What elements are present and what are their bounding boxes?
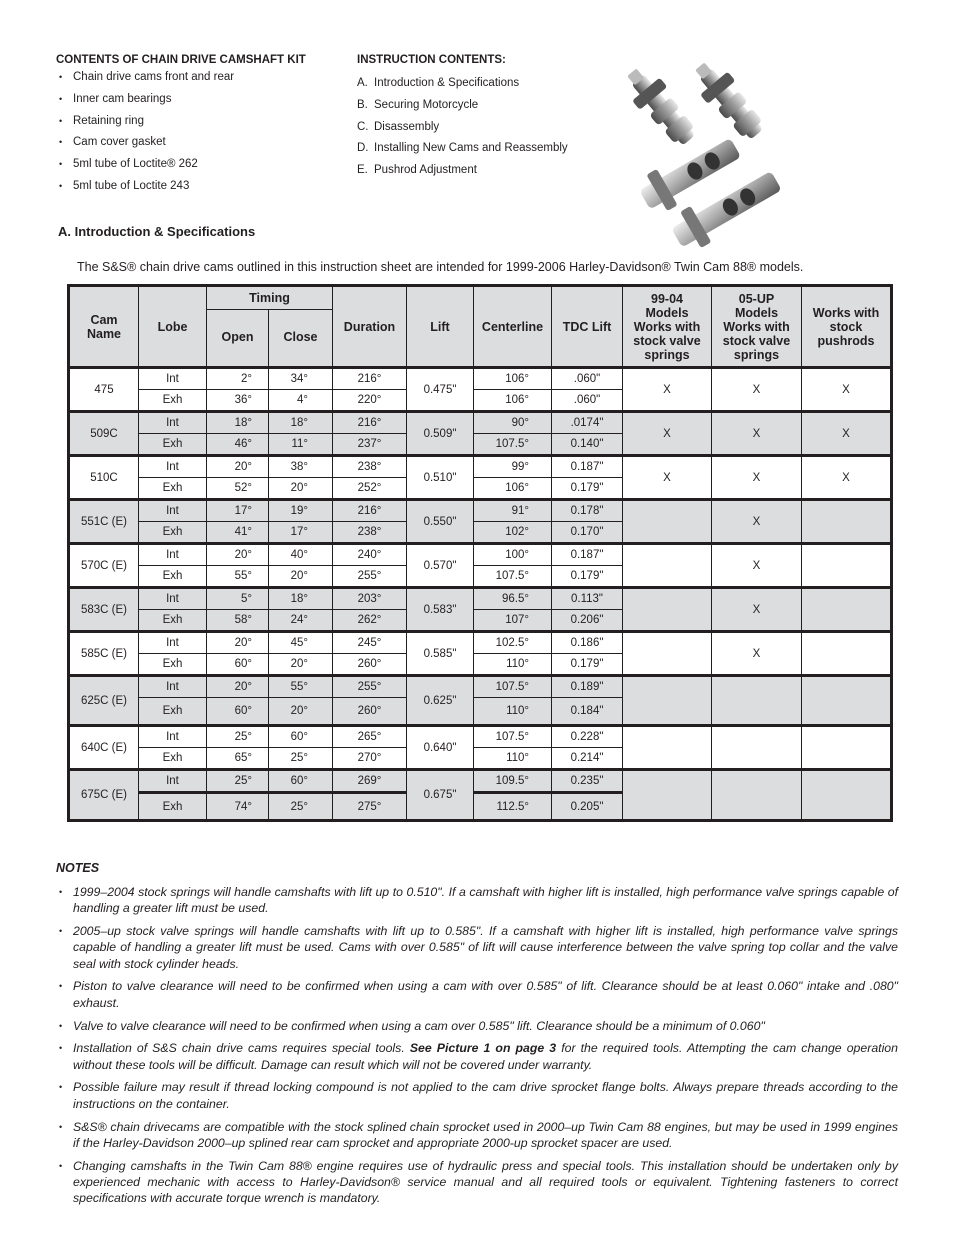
cam-name-cell: 675C (E) <box>69 770 139 821</box>
tdc-lift-cell: 0.235" <box>552 770 623 793</box>
lobe-cell: Int <box>139 632 207 654</box>
compat-99-04-cell: X <box>623 412 712 456</box>
kit-item-label: Cam cover gasket <box>73 136 166 149</box>
lift-cell: 0.509" <box>407 412 474 456</box>
duration-cell: 240° <box>333 544 407 566</box>
note-text: Changing camshafts in the Twin Cam 88® engine requires use of hydraulic press and special tools. This installation should be undertaken only by experienced mechanic with access to Harley-Davidson® service manual and all required tools or equivalent. Tightening fasteners to correct specifications with accurate torque wrench is mandatory. <box>73 1158 898 1206</box>
lift-cell: 0.510" <box>407 456 474 500</box>
open-cell: 5° <box>207 588 269 610</box>
close-cell: 20° <box>269 698 333 726</box>
open-cell: 60° <box>207 654 269 676</box>
duration-cell: 255° <box>333 566 407 588</box>
centerline-cell: 107.5° <box>474 726 552 748</box>
tdc-lift-cell: 0.187" <box>552 456 623 478</box>
table-row <box>69 770 892 793</box>
cam-name-cell: 585C (E) <box>69 632 139 676</box>
duration-cell: 216° <box>333 412 407 434</box>
lift-cell: 0.585" <box>407 632 474 676</box>
tdc-lift-cell: 0.184" <box>552 698 623 726</box>
toc-letter: A. <box>357 77 368 89</box>
centerline-cell: 99° <box>474 456 552 478</box>
compat-pushrods-cell <box>802 544 892 588</box>
tdc-lift-cell: 0.178" <box>552 500 623 522</box>
compat-pushrods-cell <box>802 726 892 770</box>
toc-item <box>357 141 568 163</box>
close-cell: 17° <box>269 522 333 544</box>
table-row <box>69 368 892 390</box>
bullet-icon: • <box>59 115 63 126</box>
toc-item <box>357 163 568 185</box>
note-item <box>56 1119 898 1152</box>
header-stock-pushrods: Works with stock pushrods <box>802 286 892 368</box>
lift-cell: 0.675" <box>407 770 474 821</box>
cam-name-cell: 510C <box>69 456 139 500</box>
header-duration: Duration <box>333 286 407 368</box>
compat-05-up-cell: X <box>712 368 802 412</box>
compat-pushrods-cell <box>802 676 892 726</box>
lobe-cell: Exh <box>139 478 207 500</box>
compat-05-up-cell: X <box>712 588 802 632</box>
duration-cell: 238° <box>333 522 407 544</box>
close-cell: 55° <box>269 676 333 698</box>
open-cell: 2° <box>207 368 269 390</box>
note-text: 1999–2004 stock springs will handle camshafts with lift up to 0.510". If a camshaft with higher lift is installed, high performance valve springs capable of handling a greater lift must be used. <box>73 885 898 916</box>
close-cell: 20° <box>269 654 333 676</box>
centerline-cell: 102.5° <box>474 632 552 654</box>
lift-cell: 0.570" <box>407 544 474 588</box>
tdc-lift-cell: 0.179" <box>552 566 623 588</box>
duration-cell: 216° <box>333 500 407 522</box>
lobe-cell: Int <box>139 368 207 390</box>
centerline-cell: 110° <box>474 748 552 770</box>
open-cell: 36° <box>207 390 269 412</box>
table-row <box>69 588 892 610</box>
compat-pushrods-cell: X <box>802 412 892 456</box>
centerline-cell: 96.5° <box>474 588 552 610</box>
toc-letter: C. <box>357 120 369 133</box>
lift-cell: 0.583" <box>407 588 474 632</box>
lobe-cell: Exh <box>139 434 207 456</box>
note-item <box>56 1079 898 1112</box>
duration-cell: 237° <box>333 434 407 456</box>
note-item <box>56 1158 898 1207</box>
toc-item <box>357 76 568 98</box>
bullet-icon: • <box>59 1082 63 1093</box>
lobe-cell: Exh <box>139 522 207 544</box>
header-05-up-springs: 05-UP Models Works with stock valve springs <box>712 286 802 368</box>
picture-reference: See Picture 1 on page 3 <box>409 1041 557 1056</box>
header-close: Close <box>269 310 333 368</box>
compat-99-04-cell <box>623 770 712 821</box>
open-cell: 46° <box>207 434 269 456</box>
note-item <box>56 923 898 972</box>
toc-item <box>357 98 568 120</box>
close-cell: 34° <box>269 368 333 390</box>
camshafts-photo <box>608 58 783 248</box>
toc-letter: D. <box>357 142 369 155</box>
header-cam-name: Cam Name <box>69 286 139 368</box>
header-timing: Timing <box>207 286 333 310</box>
open-cell: 25° <box>207 770 269 793</box>
tdc-lift-cell: .060" <box>552 390 623 412</box>
lobe-cell: Exh <box>139 610 207 632</box>
compat-05-up-cell: X <box>712 632 802 676</box>
list-item <box>56 114 234 136</box>
centerline-cell: 110° <box>474 654 552 676</box>
compat-99-04-cell <box>623 726 712 770</box>
tdc-lift-cell: 0.179" <box>552 654 623 676</box>
bullet-icon: • <box>59 93 63 104</box>
close-cell: 24° <box>269 610 333 632</box>
cam-name-cell: 625C (E) <box>69 676 139 726</box>
open-cell: 60° <box>207 698 269 726</box>
centerline-cell: 109.5° <box>474 770 552 793</box>
compat-05-up-cell <box>712 676 802 726</box>
tdc-lift-cell: 0.228" <box>552 726 623 748</box>
note-text: Possible failure may result if thread locking compound is not applied to the cam drive sprocket flange bolts. Always prepare threads according to the instructions on the container. <box>73 1080 898 1111</box>
list-item <box>56 179 234 201</box>
compat-05-up-cell: X <box>712 500 802 544</box>
cam-spec-table <box>67 284 893 822</box>
lift-cell: 0.640" <box>407 726 474 770</box>
toc-label: Introduction & Specifications <box>374 77 520 89</box>
centerline-cell: 107.5° <box>474 566 552 588</box>
note-item <box>56 1040 898 1073</box>
lobe-cell: Int <box>139 676 207 698</box>
cam-name-cell: 509C <box>69 412 139 456</box>
duration-cell: 269° <box>333 770 407 793</box>
bullet-icon: • <box>59 72 63 82</box>
close-cell: 20° <box>269 566 333 588</box>
header-lift: Lift <box>407 286 474 368</box>
compat-99-04-cell <box>623 676 712 726</box>
kit-item-label: Retaining ring <box>73 114 144 127</box>
compat-05-up-cell <box>712 726 802 770</box>
open-cell: 20° <box>207 456 269 478</box>
duration-cell: 260° <box>333 654 407 676</box>
compat-pushrods-cell <box>802 770 892 821</box>
close-cell: 40° <box>269 544 333 566</box>
cam-name-cell: 570C (E) <box>69 544 139 588</box>
open-cell: 55° <box>207 566 269 588</box>
close-cell: 18° <box>269 588 333 610</box>
toc-label: Pushrod Adjustment <box>374 164 477 177</box>
bullet-icon: • <box>59 887 63 897</box>
toc-letter: E. <box>357 164 368 177</box>
notes-list <box>56 884 898 1213</box>
note-item <box>56 978 898 1011</box>
centerline-cell: 90° <box>474 412 552 434</box>
duration-cell: 238° <box>333 456 407 478</box>
duration-cell: 216° <box>333 368 407 390</box>
centerline-cell: 110° <box>474 698 552 726</box>
bullet-icon: • <box>59 981 63 992</box>
lobe-cell: Int <box>139 456 207 478</box>
header-open: Open <box>207 310 269 368</box>
open-cell: 58° <box>207 610 269 632</box>
open-cell: 65° <box>207 748 269 770</box>
close-cell: 18° <box>269 412 333 434</box>
toc-letter: B. <box>357 98 368 111</box>
kit-item-label: Inner cam bearings <box>73 92 172 105</box>
note-text: Piston to valve clearance will need to be confirmed when using a cam with over 0.585" of lift. Clearance should be at least 0.060" intake and .080" exhaust. <box>73 979 898 1010</box>
note-text: S&S® chain drivecams are compatible with the stock splined chain sprocket used in 2000–up Twin Cam 88 engines, but may be used in 1999 engines if the Harley-Davidson 2000–up splined rear cam sprocket and appropriate 2000-up sprocket spacer are used. <box>73 1119 898 1150</box>
open-cell: 18° <box>207 412 269 434</box>
close-cell: 20° <box>269 478 333 500</box>
cam-name-cell: 551C (E) <box>69 500 139 544</box>
bullet-icon: • <box>59 1043 63 1054</box>
compat-05-up-cell: X <box>712 412 802 456</box>
close-cell: 11° <box>269 434 333 456</box>
close-cell: 60° <box>269 726 333 748</box>
kit-item-label: 5ml tube of Loctite 243 <box>73 179 190 192</box>
cam-name-cell: 583C (E) <box>69 588 139 632</box>
duration-cell: 220° <box>333 390 407 412</box>
tdc-lift-cell: 0.189" <box>552 676 623 698</box>
lobe-cell: Int <box>139 500 207 522</box>
duration-cell: 262° <box>333 610 407 632</box>
lobe-cell: Exh <box>139 390 207 412</box>
compat-pushrods-cell <box>802 500 892 544</box>
instruction-contents-title: INSTRUCTION CONTENTS: <box>357 54 506 66</box>
centerline-cell: 106° <box>474 368 552 390</box>
kit-contents-list <box>56 70 234 201</box>
centerline-cell: 102° <box>474 522 552 544</box>
close-cell: 19° <box>269 500 333 522</box>
tdc-lift-cell: 0.170" <box>552 522 623 544</box>
instruction-contents-list <box>357 76 568 185</box>
compat-pushrods-cell: X <box>802 456 892 500</box>
table-row <box>69 456 892 478</box>
section-a-title: A. Introduction & Specifications <box>58 224 256 239</box>
tdc-lift-cell: 0.113" <box>552 588 623 610</box>
list-item <box>56 135 234 157</box>
bullet-icon: • <box>59 926 63 937</box>
header-centerline: Centerline <box>474 286 552 368</box>
table-row <box>69 412 892 434</box>
close-cell: 25° <box>269 748 333 770</box>
centerline-cell: 107.5° <box>474 676 552 698</box>
lobe-cell: Int <box>139 412 207 434</box>
tdc-lift-cell: 0.205" <box>552 793 623 821</box>
note-text: 2005–up stock valve springs will handle camshafts with lift up to 0.585". If a camshaft with higher lift is installed, high performance valve springs capable of handling a greater lift must be used. Cams with over 0.585" of lift will cause interference between the valve spring top collar and the valve seal with stock cylinder heads. <box>73 924 898 971</box>
note-item <box>56 884 898 917</box>
open-cell: 20° <box>207 544 269 566</box>
table-row <box>69 544 892 566</box>
compat-05-up-cell: X <box>712 544 802 588</box>
close-cell: 45° <box>269 632 333 654</box>
header-lobe: Lobe <box>139 286 207 368</box>
note-text: Valve to valve clearance will need to be confirmed when using a cam over 0.585" lift. Clearance should be a minimum of 0.060" <box>73 1018 765 1033</box>
tdc-lift-cell: 0.187" <box>552 544 623 566</box>
lobe-cell: Int <box>139 588 207 610</box>
bullet-icon: • <box>59 159 63 170</box>
note-text: for the required tools. Attempting the cam change operation without these tools will be difficult. Damage can result which will not be covered under warranty. <box>73 1041 898 1072</box>
duration-cell: 270° <box>333 748 407 770</box>
lobe-cell: Exh <box>139 793 207 821</box>
duration-cell: 255° <box>333 676 407 698</box>
tdc-lift-cell: 0.140" <box>552 434 623 456</box>
centerline-cell: 106° <box>474 478 552 500</box>
compat-99-04-cell: X <box>623 368 712 412</box>
close-cell: 25° <box>269 793 333 821</box>
centerline-cell: 91° <box>474 500 552 522</box>
close-cell: 4° <box>269 390 333 412</box>
close-cell: 38° <box>269 456 333 478</box>
compat-pushrods-cell <box>802 632 892 676</box>
table-row <box>69 676 892 698</box>
duration-cell: 265° <box>333 726 407 748</box>
open-cell: 41° <box>207 522 269 544</box>
duration-cell: 252° <box>333 478 407 500</box>
compat-99-04-cell <box>623 500 712 544</box>
cam-name-cell: 640C (E) <box>69 726 139 770</box>
notes-title: NOTES <box>56 861 100 875</box>
tdc-lift-cell: 0.186" <box>552 632 623 654</box>
lift-cell: 0.475" <box>407 368 474 412</box>
centerline-cell: 107° <box>474 610 552 632</box>
centerline-cell: 106° <box>474 390 552 412</box>
bullet-icon: • <box>59 180 63 191</box>
list-item <box>56 157 234 179</box>
bullet-icon: • <box>59 137 63 148</box>
toc-label: Disassembly <box>374 120 440 133</box>
open-cell: 20° <box>207 676 269 698</box>
lift-cell: 0.625" <box>407 676 474 726</box>
lobe-cell: Int <box>139 770 207 793</box>
tdc-lift-cell: .0174" <box>552 412 623 434</box>
duration-cell: 203° <box>333 588 407 610</box>
compat-pushrods-cell <box>802 588 892 632</box>
table-row <box>69 726 892 748</box>
list-item <box>56 70 234 92</box>
note-text: Installation of S&S chain drive cams requires special tools. <box>73 1041 410 1056</box>
tdc-lift-cell: .060" <box>552 368 623 390</box>
toc-item <box>357 120 568 142</box>
duration-cell: 275° <box>333 793 407 821</box>
lobe-cell: Int <box>139 726 207 748</box>
open-cell: 52° <box>207 478 269 500</box>
compat-99-04-cell: X <box>623 456 712 500</box>
table-row <box>69 632 892 654</box>
duration-cell: 245° <box>333 632 407 654</box>
lobe-cell: Exh <box>139 748 207 770</box>
tdc-lift-cell: 0.214" <box>552 748 623 770</box>
compat-99-04-cell <box>623 544 712 588</box>
centerline-cell: 112.5° <box>474 793 552 821</box>
centerline-cell: 107.5° <box>474 434 552 456</box>
section-a-intro: The S&S® chain drive cams outlined in this instruction sheet are intended for 1999-2006 Harley-Davidson® Twin Cam 88® models. <box>77 260 804 274</box>
lobe-cell: Exh <box>139 698 207 726</box>
cam-name-cell: 475 <box>69 368 139 412</box>
compat-99-04-cell <box>623 632 712 676</box>
close-cell: 60° <box>269 770 333 793</box>
compat-99-04-cell <box>623 588 712 632</box>
table-row <box>69 500 892 522</box>
compat-05-up-cell <box>712 770 802 821</box>
note-item <box>56 1018 898 1034</box>
toc-label: Securing Motorcycle <box>374 98 479 111</box>
list-item <box>56 92 234 114</box>
tdc-lift-cell: 0.206" <box>552 610 623 632</box>
kit-item-label: Chain drive cams front and rear <box>73 71 235 83</box>
bullet-icon: • <box>59 1020 63 1031</box>
centerline-cell: 100° <box>474 544 552 566</box>
bullet-icon: • <box>59 1160 63 1171</box>
header-99-04-springs: 99-04 Models Works with stock valve springs <box>623 286 712 368</box>
compat-pushrods-cell: X <box>802 368 892 412</box>
open-cell: 20° <box>207 632 269 654</box>
bullet-icon: • <box>59 1121 63 1132</box>
tdc-lift-cell: 0.179" <box>552 478 623 500</box>
duration-cell: 260° <box>333 698 407 726</box>
lobe-cell: Exh <box>139 566 207 588</box>
open-cell: 25° <box>207 726 269 748</box>
open-cell: 74° <box>207 793 269 821</box>
header-tdc-lift: TDC Lift <box>552 286 623 368</box>
compat-05-up-cell: X <box>712 456 802 500</box>
lift-cell: 0.550" <box>407 500 474 544</box>
toc-label: Installing New Cams and Reassembly <box>374 142 568 155</box>
kit-contents-title: CONTENTS OF CHAIN DRIVE CAMSHAFT KIT <box>56 54 306 66</box>
lobe-cell: Exh <box>139 654 207 676</box>
lobe-cell: Int <box>139 544 207 566</box>
open-cell: 17° <box>207 500 269 522</box>
kit-item-label: 5ml tube of Loctite® 262 <box>73 158 198 171</box>
